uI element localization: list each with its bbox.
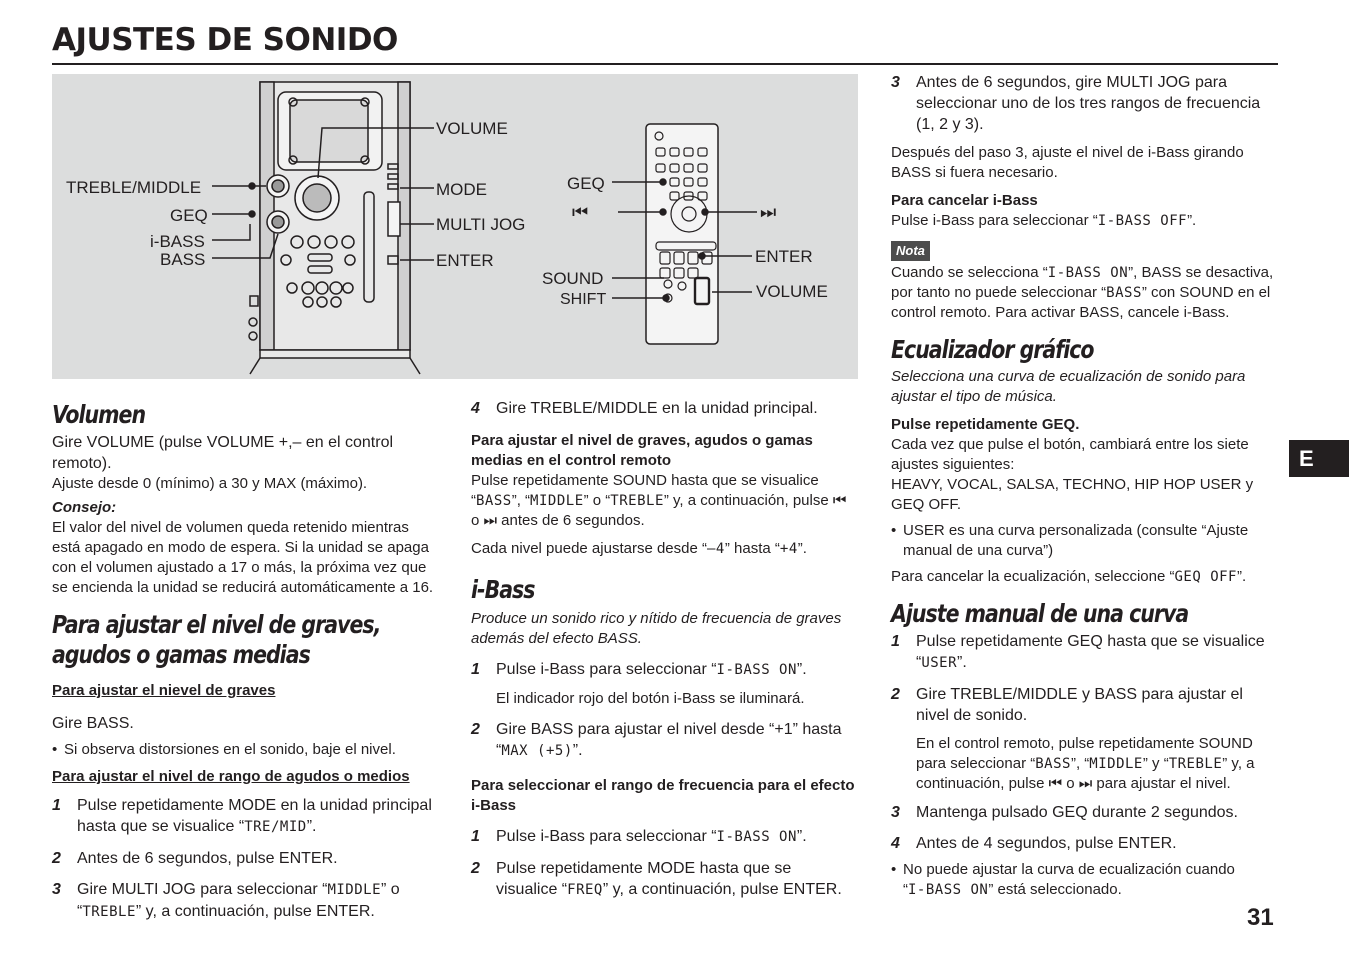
step-number: 2: [891, 686, 900, 703]
lcd-text: TREBLE: [1168, 756, 1223, 772]
ecualizador-sub: Pulse repetidamente GEQ.: [891, 416, 1080, 433]
text: ” está seleccionado.: [988, 881, 1122, 898]
freq-sub: Para seleccionar el rango de frecuencia para el efecto i-Bass: [471, 777, 855, 814]
graves-sub1-text: Gire BASS.: [52, 715, 134, 732]
lcd-text: I-BASS ON: [908, 882, 989, 898]
step-number: 1: [891, 633, 900, 650]
text: En el control remoto, pulse repetidamente SOUND para seleccionar “: [916, 735, 1253, 772]
ecualizador-text2: HEAVY, VOCAL, SALSA, TECHNO, HIP HOP USER y GEQ OFF.: [891, 476, 1254, 513]
step-text: Gire MULTI JOG para seleccionar “: [77, 881, 328, 898]
sound-remote-label: SOUND: [542, 269, 604, 288]
after-step-3: Después del paso 3, ajuste el nivel de i-Bass girando BASS si fuera necesario.: [891, 144, 1244, 181]
column-left: [52, 400, 438, 923]
ibass-heading: i-Bass: [471, 575, 535, 604]
freq-step-3: [891, 72, 1278, 135]
text: Para cancelar la ecualización, seleccione “: [891, 568, 1175, 585]
text: ” o “: [583, 492, 611, 509]
volume-remote-label: VOLUME: [756, 282, 828, 301]
enter-remote-label: ENTER: [755, 247, 813, 266]
step-number: 4: [891, 835, 900, 852]
multi-jog-unit-label: MULTI JOG: [436, 215, 526, 234]
consejo-label: Consejo:: [52, 499, 117, 516]
lcd-text: GEQ OFF: [1174, 569, 1237, 585]
step-text: Pulse repetidamente MODE en la unidad principal hasta que se visualice “: [77, 797, 432, 835]
step-text: ” o “: [77, 881, 400, 920]
step-text: Pulse i-Bass para seleccionar “: [496, 661, 717, 678]
lcd-text: MIDDLE: [1089, 756, 1143, 772]
lcd-text: BASS: [476, 493, 512, 509]
text: ”, “: [511, 492, 531, 509]
step-number: 3: [891, 74, 900, 91]
enter-unit-label: ENTER: [436, 251, 494, 270]
step-number: 1: [471, 661, 480, 678]
lcd-text: I-BASS OFF: [1097, 213, 1188, 229]
step-text: ”.: [796, 828, 807, 845]
nota-text: [891, 263, 1278, 323]
graves-sub2: Para ajustar el nivel de rango de agudos o medios: [52, 768, 410, 785]
graves-step-3: [52, 879, 438, 923]
ibass-unit-label: i-BASS: [150, 232, 205, 251]
nota-badge-row: [891, 241, 1278, 261]
step-text: ”.: [957, 654, 967, 671]
graves-sub1: Para ajustar el nievel de graves: [52, 682, 276, 699]
curva-step-1: [891, 631, 1278, 674]
step-number: 1: [471, 828, 480, 845]
cancel-ibass-sub: Para cancelar i-Bass: [891, 192, 1038, 209]
page-number: 31: [1247, 904, 1274, 931]
step-text: ”.: [796, 661, 807, 678]
text: Pulse repetidamente SOUND hasta que se visualice “: [471, 472, 819, 509]
language-tab: E: [1289, 440, 1349, 477]
prev-icon: ⏮: [572, 202, 589, 222]
freq-step-2: [471, 858, 857, 901]
column-middle: [471, 398, 857, 901]
text: ”, “: [1070, 755, 1090, 772]
lcd-text: MIDDLE: [327, 882, 382, 898]
step-text: Pulse i-Bass para seleccionar “: [496, 828, 717, 845]
next-icon: ⏭: [760, 202, 777, 222]
ecualizador-cancel: [891, 567, 1278, 587]
text: ” y “: [1142, 755, 1169, 772]
lcd-text: I-BASS ON: [716, 829, 797, 845]
freq-step-1: [471, 826, 857, 848]
curva-bullet: [891, 860, 1243, 900]
graves-step-1: [52, 795, 438, 838]
text: Pulse i-Bass para seleccionar “: [891, 212, 1098, 229]
graves-step-4: [471, 398, 857, 419]
text: ”.: [1237, 568, 1247, 585]
volumen-heading: Volumen: [52, 400, 146, 429]
step-number: 2: [52, 850, 61, 867]
lcd-text: FREQ: [567, 882, 603, 898]
text: ” y, a continuación, pulse ⏮ o ⏭ para ajustar el nivel.: [916, 755, 1255, 792]
curva-step-3: [891, 802, 1278, 823]
lcd-text: MIDDLE: [530, 493, 584, 509]
step-text: Mantenga pulsado GEQ durante 2 segundos.: [916, 804, 1238, 821]
lcd-text: MAX (+5): [501, 743, 573, 759]
lcd-text: TRE/MID: [244, 819, 307, 835]
ecualizador-heading: Ecualizador gráfico: [891, 335, 1094, 364]
text: ” y, a continuación, pulse ⏮ o ⏭ antes de 6 segundos.: [471, 492, 847, 529]
curva-step-2: [891, 684, 1278, 794]
step-text: Gire TREBLE/MIDDLE en la unidad principal.: [496, 400, 818, 417]
consejo-text: El valor del nivel de volumen queda retenido mientras está apagado en modo de espera. Si la unidad se apaga con el volumen ajustado a 17 o más, la próxima vez que se encienda la unidad se reducirá automáticamente a 16.: [52, 519, 434, 596]
lcd-text: BASS: [1106, 285, 1142, 301]
nota-badge: Nota: [891, 241, 930, 261]
step-number: 2: [471, 721, 480, 738]
bass-unit-label: BASS: [160, 250, 206, 269]
geq-remote-label: GEQ: [567, 174, 605, 193]
step-text: Antes de 4 segundos, pulse ENTER.: [916, 835, 1177, 852]
remote-sub: Para ajustar el nivel de graves, agudos o gamas medias en el control remoto: [471, 432, 813, 469]
step-text: Gire BASS para ajustar el nivel desde “+1” hasta “: [496, 721, 842, 759]
ibass-step-1: [471, 659, 857, 709]
curva-step-2-note: [916, 734, 1278, 794]
step-text: ”.: [306, 818, 317, 835]
step-number: 1: [52, 797, 61, 814]
step-text: ” y, a continuación, pulse ENTER.: [602, 881, 842, 898]
lcd-text: USER: [921, 655, 958, 671]
step-text: Antes de 6 segundos, pulse ENTER.: [77, 850, 338, 867]
step-text: Gire TREBLE/MIDDLE y BASS para ajustar el nivel de sonido.: [916, 686, 1243, 724]
step-text: ” y, a continuación, pulse ENTER.: [135, 903, 375, 920]
ibass-step-2: [471, 719, 857, 762]
lcd-text: BASS: [1035, 756, 1071, 772]
lcd-text: TREBLE: [82, 904, 136, 920]
range-text: [471, 539, 857, 559]
volumen-line1: Gire VOLUME (pulse VOLUME +,– en el control remoto).: [52, 434, 394, 472]
cancel-ibass-text: [891, 211, 1278, 231]
column-right: [891, 72, 1278, 900]
graves-heading: Para ajustar el nivel de graves, agudos o gamas medias: [52, 610, 381, 669]
volume-unit-label: VOLUME: [436, 119, 508, 138]
text: ” con SOUND en el control remoto. Para activar BASS, cancele i-Bass.: [891, 284, 1271, 321]
step-number: 2: [471, 860, 480, 877]
step-number: 3: [52, 881, 61, 898]
volumen-line2: Ajuste desde 0 (mínimo) a 30 y MAX (máximo).: [52, 475, 368, 492]
ecualizador-intro: Selecciona una curva de ecualización de sonido para ajustar el tipo de música.: [891, 368, 1246, 405]
step-number: 3: [891, 804, 900, 821]
text: ” hasta “: [724, 540, 780, 557]
text: ”.: [797, 540, 807, 557]
step-text: ”.: [572, 742, 583, 759]
step-text: Pulse repetidamente MODE hasta que se visualice “: [496, 860, 792, 898]
graves-sub1-bullet: • Si observa distorsiones en el sonido, baje el nivel.: [52, 740, 438, 760]
lcd-text: I-BASS ON: [1047, 265, 1129, 281]
curva-heading: Ajuste manual de una curva: [891, 599, 1189, 628]
curva-step-4: [891, 833, 1278, 854]
treble-middle-label: TREBLE/MIDDLE: [66, 178, 202, 197]
text: No puede ajustar la curva de ecualización cuando “: [903, 861, 1235, 898]
shift-remote-label: SHIFT: [560, 291, 607, 308]
illustration-panel: [52, 74, 858, 379]
graves-step-2: [52, 848, 438, 869]
geq-unit-label: GEQ: [170, 206, 208, 225]
step-text: Pulse repetidamente GEQ hasta que se visualice “: [916, 633, 1265, 671]
lcd-text: TREBLE: [610, 493, 664, 509]
page-title: AJUSTES DE SONIDO: [52, 22, 398, 58]
title-rule: [52, 63, 1278, 65]
remote-text: [471, 471, 857, 531]
step-number: 4: [471, 400, 480, 417]
lcd-text: +4: [779, 541, 798, 557]
text: ”.: [1187, 212, 1197, 229]
text: Cuando se selecciona “: [891, 264, 1048, 281]
ibass-step-1-note: El indicador rojo del botón i-Bass se iluminará.: [496, 690, 805, 707]
step-text: Antes de 6 segundos, gire MULTI JOG para seleccionar uno de los tres rangos de frecuencia (1, 2 y 3).: [916, 74, 1261, 133]
ibass-intro: Produce un sonido rico y nítido de frecuencia de graves además del efecto BASS.: [471, 610, 842, 647]
mode-unit-label: MODE: [436, 180, 487, 199]
lcd-text: I-BASS ON: [716, 662, 797, 678]
lcd-text: –4: [707, 541, 725, 557]
text: Cada nivel puede ajustarse desde “: [471, 540, 707, 557]
text: ”, BASS se desactiva, por tanto no puede seleccionar “: [891, 264, 1274, 301]
ecualizador-bullet: • USER es una curva personalizada (consulte “Ajuste manual de una curva”): [891, 521, 1278, 561]
ecualizador-text1: Cada vez que pulse el botón, cambiará entre los siete ajustes siguientes:: [891, 436, 1249, 473]
